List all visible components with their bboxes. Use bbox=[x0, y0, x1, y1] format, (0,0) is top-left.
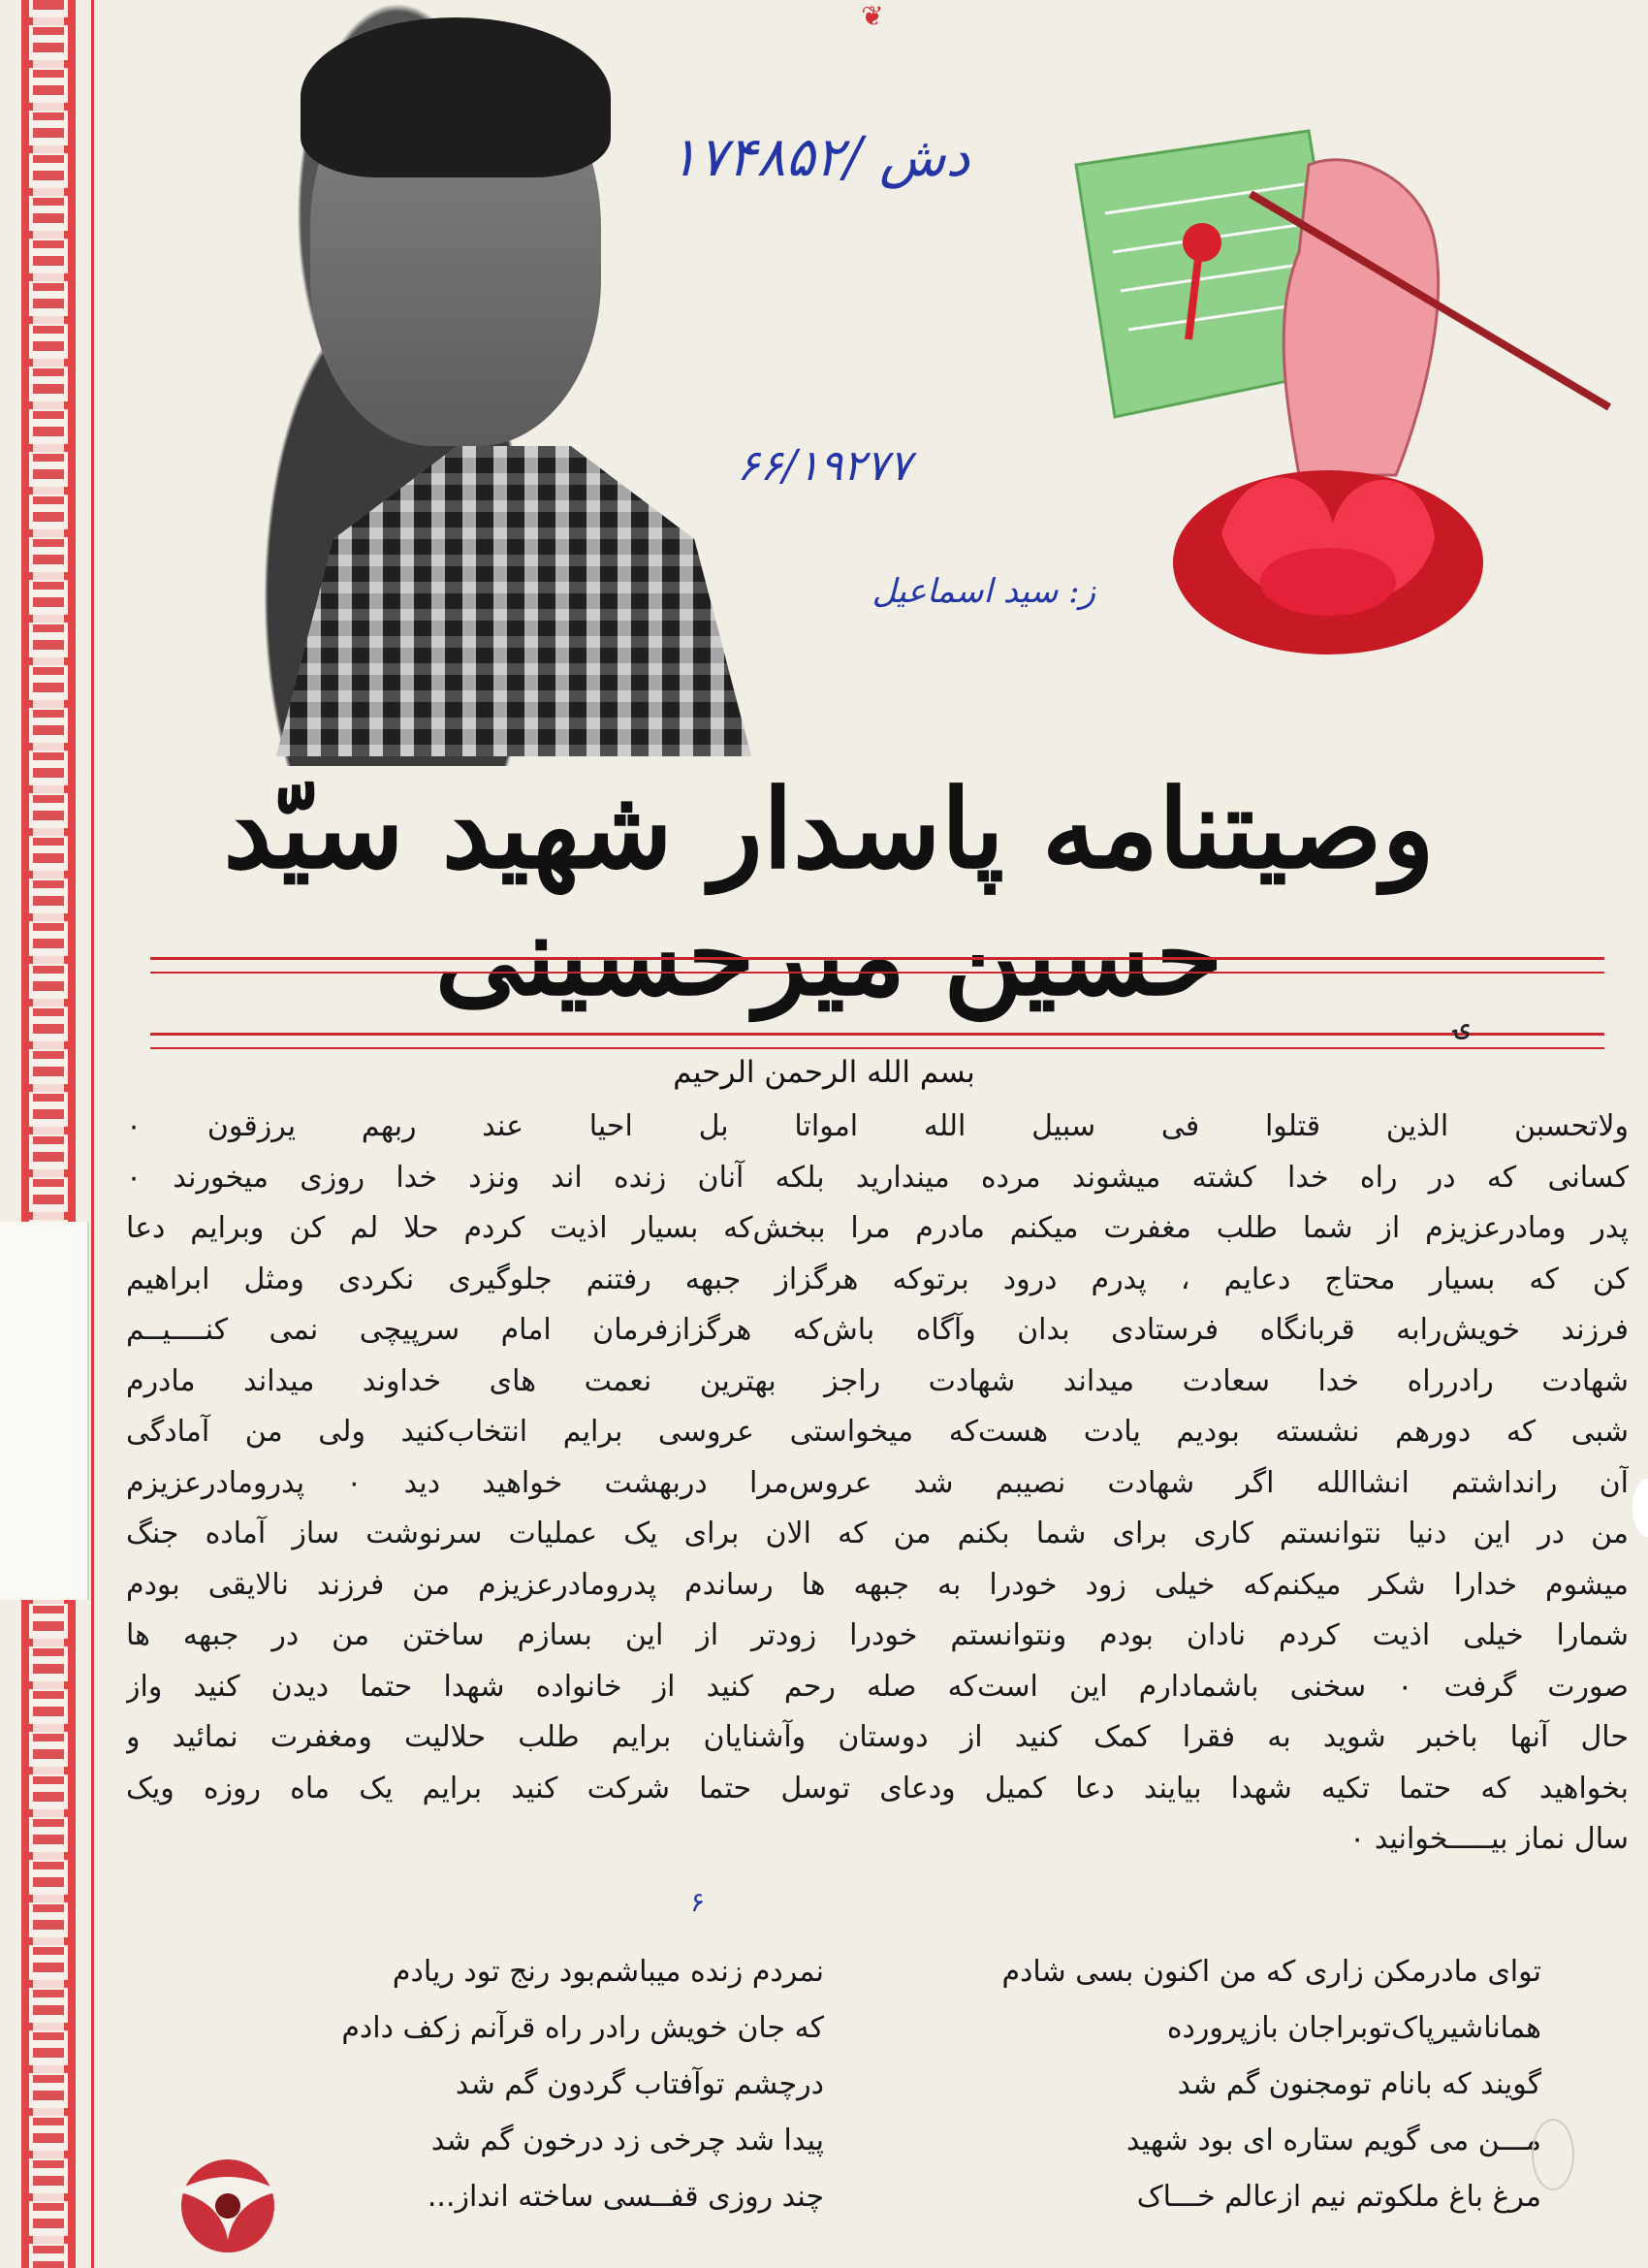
body-line: شمارا خیلی اذیت کردم نادان بودم ونتوانستم خودرا زودتر از این بسازم ساختن من در جبهه ها bbox=[126, 1618, 1629, 1652]
handwritten-record-number: ۶۶/۱۹۲۷۷ bbox=[737, 441, 912, 491]
page-number: ۶ bbox=[690, 1886, 706, 1918]
body-line: شهادت رادرراه خدا سعادت میداند شهادت راجز بهترین نعمت های خداوند میداند مادرم bbox=[126, 1363, 1629, 1398]
portrait-hair bbox=[301, 17, 611, 177]
torn-paper-area bbox=[0, 1222, 89, 1600]
body-line: من در این دنیا نتوانستم کاری برای شما بکنم من که الان برای یک عملیات سرنوشت ساز آماده جنگ bbox=[126, 1517, 1629, 1550]
poem-line: نمردم زنده میباشم‌بود رنج تود ریادم bbox=[392, 1955, 824, 1989]
body-line: پدر ومادرعزیزم از شما طلب مغفرت میکنم مادرم مرا ببخش‌که بسیار اذیت کردم حلا لم کن وبرایم دعا bbox=[126, 1211, 1629, 1245]
poem-line: مرغ باغ ملکوتم نیم ازعالم خـــاک bbox=[1136, 2180, 1541, 2214]
poem-line: که جان خویش رادر راه قرآنم زکف دادم bbox=[341, 2011, 824, 2045]
body-line: میشوم خدارا شکر میکنم‌که خیلی زود خودرا به جبهه ها رساندم پدرومادرعزیزم من فرزند نالایقی بودم bbox=[126, 1567, 1629, 1602]
poem-line: چند روزی قفــسی ساخته انداز... bbox=[427, 2180, 824, 2214]
rule-mark: ۍ bbox=[1454, 1009, 1471, 1041]
body-line: شبی که دورهم نشسته بودیم یادت هست‌که میخواستی عروسی برایم انتخاب‌کنید ولی من آمادگی bbox=[126, 1415, 1629, 1449]
poem-line: درچشم توآفتاب گردون گم شد bbox=[455, 2067, 824, 2101]
poem-right-column bbox=[960, 1944, 1541, 2225]
body-line: کن که بسیار محتاج دعایم ، پدرم درود برتوکه هرگزاز جبهه رفتنم جلوگیری نکردی ومثل ابراهیم bbox=[126, 1262, 1629, 1296]
body-line: فرزند خویش‌رابه قربانگاه فرستادی بدان وآگاه باش‌که هرگزازفرمان امام سرپیچی نمی کنــــیــم bbox=[126, 1313, 1629, 1347]
poem-line: هماناشیرپاک‌توبراجان بازپرورده bbox=[1166, 2011, 1541, 2045]
body-line: حال آنها باخبر شوید به فقرا کمک کنید از دوستان وآشنایان برایم طلب حلالیت ومغفرت نمائید و bbox=[126, 1720, 1629, 1754]
body-line: آن رانداشتم انشاالله اگر شهادت نصیبم شد عروس‌مرا دربهشت خواهید دید ۰ پدرومادرعزیزم bbox=[126, 1465, 1629, 1500]
title-divider-top bbox=[150, 957, 1604, 974]
body-line: ولاتحسبن الذین قتلوا فی سبیل الله امواتا بل احیا عند ربهم یرزقون ۰ bbox=[126, 1109, 1629, 1143]
punch-hole bbox=[1532, 2119, 1574, 2190]
poem-line: مـــن می گویم ستاره ای بود شهید bbox=[1126, 2124, 1541, 2157]
poem-line: توای مادرمکن زاری که من اکنون بسی شادم bbox=[1001, 1955, 1541, 1989]
martyr-portrait bbox=[136, 0, 659, 766]
page-title: وصیتنامه پاسدار شهید سیّد حسین میرحسینی bbox=[223, 766, 1435, 1020]
title-divider-bottom bbox=[150, 1033, 1604, 1049]
body-line: سال نماز بیـــــخوانید ۰ bbox=[1349, 1822, 1629, 1856]
poem-line: گویند که بانام تومجنون گم شد bbox=[1177, 2067, 1541, 2101]
body-line: کسانی که در راه خدا کشته میشوند مرده میندارید بلکه آنان زنده اند ونزد خدا روزی میخورند ۰ bbox=[126, 1160, 1629, 1195]
bismillah: بسم الله الرحمن الرحیم bbox=[673, 1055, 975, 1090]
decorative-border-pattern bbox=[33, 0, 64, 2268]
punch-hole bbox=[1632, 1479, 1648, 1537]
portrait-shirt bbox=[276, 446, 751, 756]
body-line: بخواهید که حتما تکیه شهدا بیایند دعا کمیل ودعای توسل حتما شرکت کنید برایم یک ماه روزه ویک bbox=[126, 1771, 1629, 1805]
poem-left-column bbox=[262, 1944, 824, 2225]
organization-logo-icon bbox=[141, 2153, 315, 2259]
testament-body bbox=[126, 1102, 1629, 1866]
hand-writing-testament-illustration bbox=[1008, 126, 1619, 727]
emblem-icon: ❦ bbox=[861, 0, 884, 32]
poem-line: پیدا شد چرخی زد درخون گم شد bbox=[430, 2124, 824, 2157]
handwritten-archive-id: ۱۷۴۸۵۲/ دش bbox=[669, 126, 970, 189]
hand-with-pen-icon bbox=[1251, 160, 1609, 475]
border-edge-line bbox=[91, 0, 94, 2268]
blood-flower-icon bbox=[1173, 470, 1483, 655]
body-line: صورت گرفت ۰ سخنی باشمادارم این است‌که صله رحم کنید از خانواده شهدا حتما دیدن کنید واز bbox=[126, 1669, 1629, 1704]
handwritten-name: ز: سید اسماعیل bbox=[872, 572, 1095, 611]
